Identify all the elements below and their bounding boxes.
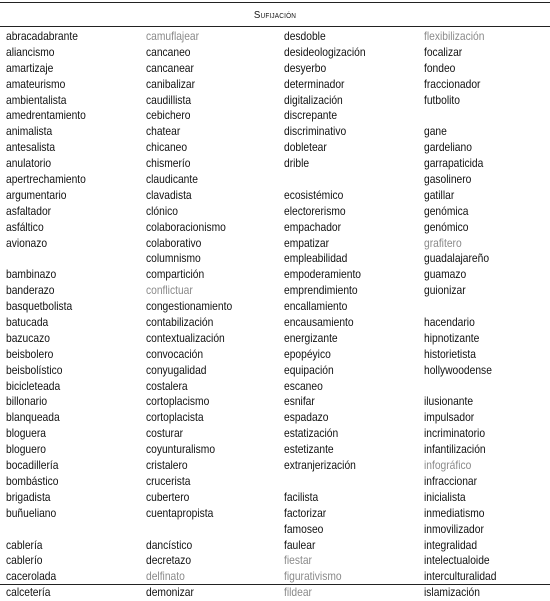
group-spacer	[146, 522, 232, 538]
word-entry: colaborativo	[146, 235, 202, 250]
word-entry: hacendario	[424, 315, 475, 330]
word-entry: figurativismo	[284, 569, 342, 584]
word-entry: bicicleteada	[6, 378, 61, 393]
word-entry: bocadillería	[6, 458, 59, 473]
word-entry: convocación	[146, 346, 204, 361]
word-entry: desyerbo	[284, 60, 327, 75]
word-entry: guionizar	[424, 283, 466, 298]
group-spacer	[424, 108, 496, 124]
word-entry: ambientalista	[6, 92, 67, 107]
word-entry: amateurismo	[6, 76, 66, 91]
word-entry: avionazo	[6, 235, 48, 250]
word-entry: cancaneo	[146, 44, 191, 59]
word-entry: billonario	[6, 394, 48, 409]
word-entry: futbolito	[424, 92, 460, 107]
word-entry: grafitero	[424, 235, 462, 250]
word-entry: cuentapropista	[146, 505, 214, 520]
word-entry: camuflajear	[146, 29, 200, 43]
word-entry: cebichero	[146, 108, 191, 123]
word-entry: facilista	[284, 489, 319, 504]
word-entry: integralidad	[424, 537, 478, 552]
word-entry: banderazo	[6, 283, 55, 298]
word-entry: clónico	[146, 203, 178, 218]
word-entry: contextualización	[146, 330, 225, 345]
word-entry: buñueliano	[6, 505, 57, 520]
word-entry: amedrentamiento	[6, 108, 86, 123]
word-entry: islamización	[424, 585, 480, 600]
word-entry: delfinato	[146, 569, 185, 584]
word-entry: amartizaje	[6, 60, 54, 75]
word-entry: cubertero	[146, 489, 190, 504]
word-entry: animalista	[6, 124, 53, 139]
word-entry: cacerolada	[6, 569, 57, 584]
word-entry: cortoplacismo	[146, 394, 210, 409]
word-entry: bloguera	[6, 426, 46, 441]
word-entry: contabilización	[146, 315, 214, 330]
word-entry: infantilización	[424, 442, 486, 457]
word-entry: encausamiento	[284, 315, 354, 330]
word-entry: compartición	[146, 267, 205, 282]
word-entry: cristalero	[146, 458, 188, 473]
word-entry: emprendimiento	[284, 283, 358, 298]
word-entry: extranjerización	[284, 458, 356, 473]
word-entry: canibalizar	[146, 76, 196, 91]
word-entry: calcetería	[6, 585, 51, 600]
word-entry: cablerío	[6, 553, 43, 568]
word-entry: hollywoodense	[424, 362, 492, 377]
word-entry: hipnotizante	[424, 330, 480, 345]
word-entry: empachador	[284, 219, 342, 234]
word-entry: antesalista	[6, 140, 56, 155]
word-entry: claudicante	[146, 172, 198, 187]
word-entry: chicaneo	[146, 140, 188, 155]
word-entry: fraccionador	[424, 76, 481, 91]
word-entry: guadalajareño	[424, 251, 490, 266]
word-entry: inmediatismo	[424, 505, 485, 520]
word-entry: inmovilizador	[424, 521, 484, 536]
word-entry: escaneo	[284, 378, 323, 393]
word-entry: clavadista	[146, 187, 192, 202]
word-entry: garrapaticida	[424, 156, 484, 171]
word-entry: argumentario	[6, 187, 67, 202]
word-entry: faulear	[284, 537, 316, 552]
word-entry: equipación	[284, 362, 334, 377]
word-entry: discrepante	[284, 108, 338, 123]
word-entry: bazucazo	[6, 330, 50, 345]
word-entry: chatear	[146, 124, 181, 139]
word-entry: crucerista	[146, 473, 191, 488]
word-entry: costurar	[146, 426, 184, 441]
word-entry: bloguero	[6, 442, 46, 457]
word-entry: encallamiento	[284, 299, 348, 314]
word-entry: cablería	[6, 537, 43, 552]
word-entry: genómico	[424, 219, 469, 234]
word-entry: decretazo	[146, 553, 192, 568]
bottom-rule	[0, 584, 550, 585]
word-entry: determinador	[284, 76, 345, 91]
word-entry: famoseo	[284, 521, 324, 536]
header-rule	[0, 26, 550, 27]
word-entry: basquetbolista	[6, 299, 73, 314]
word-entry: abracadabrante	[6, 29, 78, 43]
word-entry: asfáltico	[6, 219, 44, 234]
word-column-1	[6, 29, 86, 601]
word-entry: bombástico	[6, 473, 59, 488]
word-entry: congestionamiento	[146, 299, 233, 314]
word-entry: chismerío	[146, 156, 191, 171]
word-entry: factorizar	[284, 505, 327, 520]
word-entry: colaboracionismo	[146, 219, 226, 234]
group-spacer	[424, 379, 496, 395]
word-entry: conyugalidad	[146, 362, 207, 377]
word-entry: blanqueada	[6, 410, 60, 425]
word-entry: interculturalidad	[424, 569, 497, 584]
word-entry: guamazo	[424, 267, 467, 282]
group-spacer	[424, 299, 496, 315]
word-column-4	[424, 29, 496, 601]
word-entry: intelectualoide	[424, 553, 490, 568]
word-entry: genómica	[424, 203, 469, 218]
word-entry: dancístico	[146, 537, 193, 552]
word-entry: empoderamiento	[284, 267, 362, 282]
word-entry: coyunturalismo	[146, 442, 216, 457]
word-entry: empatizar	[284, 235, 330, 250]
word-column-2	[146, 29, 232, 601]
word-entry: gasolinero	[424, 172, 472, 187]
word-entry: discriminativo	[284, 124, 347, 139]
word-entry: inicialista	[424, 489, 466, 504]
word-entry: electorerismo	[284, 203, 346, 218]
word-entry: impulsador	[424, 410, 475, 425]
word-column-3	[284, 29, 366, 601]
word-entry: espadazo	[284, 410, 329, 425]
word-entry: costalera	[146, 378, 188, 393]
word-entry: incriminatorio	[424, 426, 486, 441]
word-entry: cortoplacista	[146, 410, 204, 425]
word-entry: infraccionar	[424, 473, 478, 488]
word-entry: fiestar	[284, 553, 312, 568]
group-spacer	[6, 522, 86, 538]
word-entry: batucada	[6, 315, 49, 330]
word-entry: aliancismo	[6, 44, 55, 59]
word-entry: infográfico	[424, 458, 472, 473]
word-entry: estatización	[284, 426, 339, 441]
word-entry: estetizante	[284, 442, 334, 457]
word-entry: beisbolístico	[6, 362, 63, 377]
word-entry: empleabilidad	[284, 251, 348, 266]
word-entry: cancanear	[146, 60, 194, 75]
word-entry: apertrechamiento	[6, 172, 86, 187]
word-entry: gane	[424, 124, 447, 139]
word-entry: desideologización	[284, 44, 366, 59]
word-entry: beisbolero	[6, 346, 54, 361]
word-entry: anulatorio	[6, 156, 52, 171]
word-entry: esnifar	[284, 394, 315, 409]
word-entry: columnismo	[146, 251, 201, 266]
word-entry: caudillista	[146, 92, 192, 107]
word-entry: bambinazo	[6, 267, 57, 282]
word-entry: conflictuar	[146, 283, 193, 298]
table-header: Sufijación	[253, 8, 297, 21]
group-spacer	[284, 172, 366, 188]
word-entry: demonizar	[146, 585, 194, 600]
word-entry: ilusionante	[424, 394, 474, 409]
word-entry: fondeo	[424, 60, 456, 75]
word-entry: ecosistémico	[284, 187, 344, 202]
word-entry: desdoble	[284, 29, 326, 43]
word-entry: dobletear	[284, 140, 327, 155]
word-entry: focalizar	[424, 44, 463, 59]
group-spacer	[6, 251, 86, 267]
word-entry: flexibilización	[424, 29, 485, 43]
word-entry: fildear	[284, 585, 312, 600]
word-entry: drible	[284, 156, 310, 171]
word-entry: historietista	[424, 346, 476, 361]
word-entry: digitalización	[284, 92, 343, 107]
group-spacer	[284, 474, 366, 490]
word-entry: brigadista	[6, 489, 51, 504]
word-entry: asfaltador	[6, 203, 52, 218]
word-entry: gatillar	[424, 187, 455, 202]
word-entry: epopéyico	[284, 346, 331, 361]
word-entry: gardeliano	[424, 140, 472, 155]
word-entry: energizante	[284, 330, 338, 345]
